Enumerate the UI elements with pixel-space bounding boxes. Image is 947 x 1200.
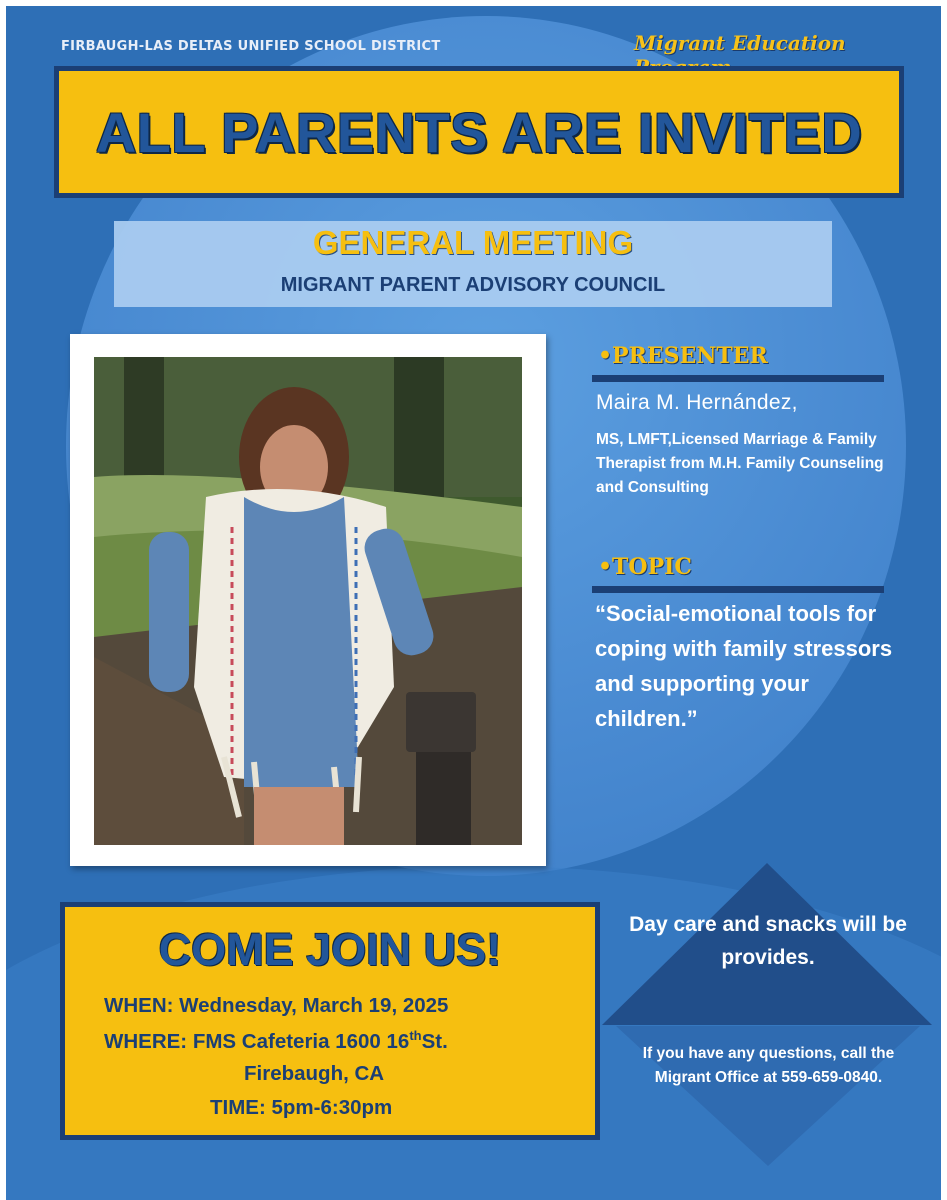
event-time: TIME: 5pm-6:30pm: [210, 1096, 393, 1119]
presenter-heading: •PRESENTER: [598, 343, 768, 369]
daycare-note: Day care and snacks will be provides.: [629, 913, 907, 969]
program-name: Migrant Education: [634, 31, 846, 55]
event-where: [104, 1028, 448, 1054]
event-where-ordinal: th: [409, 1028, 422, 1043]
headline: ALL PARENTS ARE INVITED: [95, 100, 863, 164]
presenter-credentials: MS, LMFT,Licensed Marriage & Family Therapist from M.H. Family Counseling and Consulting: [596, 431, 884, 496]
topic-heading: •TOPIC: [598, 554, 692, 580]
meeting-title: GENERAL MEETING: [312, 224, 634, 261]
topic-divider: [592, 586, 884, 593]
presenter-divider: [592, 375, 884, 382]
flyer: [6, 6, 941, 1200]
district-name: FIRBAUGH-LAS DELTAS UNIFIED SCHOOL DISTRICT: [61, 39, 441, 54]
invite-banner: [54, 66, 904, 198]
event-when: WHEN: Wednesday, March 19, 2025: [104, 994, 449, 1017]
presenter-photo: [94, 357, 522, 845]
join-title: COME JOIN US!: [158, 924, 502, 975]
event-city: Firebaugh, CA: [244, 1062, 385, 1085]
contact-note: If you have any questions, call the Migrant Office at 559-659-0840.: [642, 1045, 895, 1086]
presenter-name: Maira M. Hernández,: [596, 391, 798, 414]
event-where-text: WHERE: FMS Cafeteria 1600 16: [104, 1029, 410, 1053]
presenter-photo-illustration: [94, 357, 522, 845]
topic-text: “Social-emotional tools for coping with family stressors and supporting your children.”: [595, 601, 893, 731]
council-name: MIGRANT PARENT ADVISORY COUNCIL: [280, 274, 666, 296]
event-where-suffix: St.: [421, 1029, 448, 1053]
